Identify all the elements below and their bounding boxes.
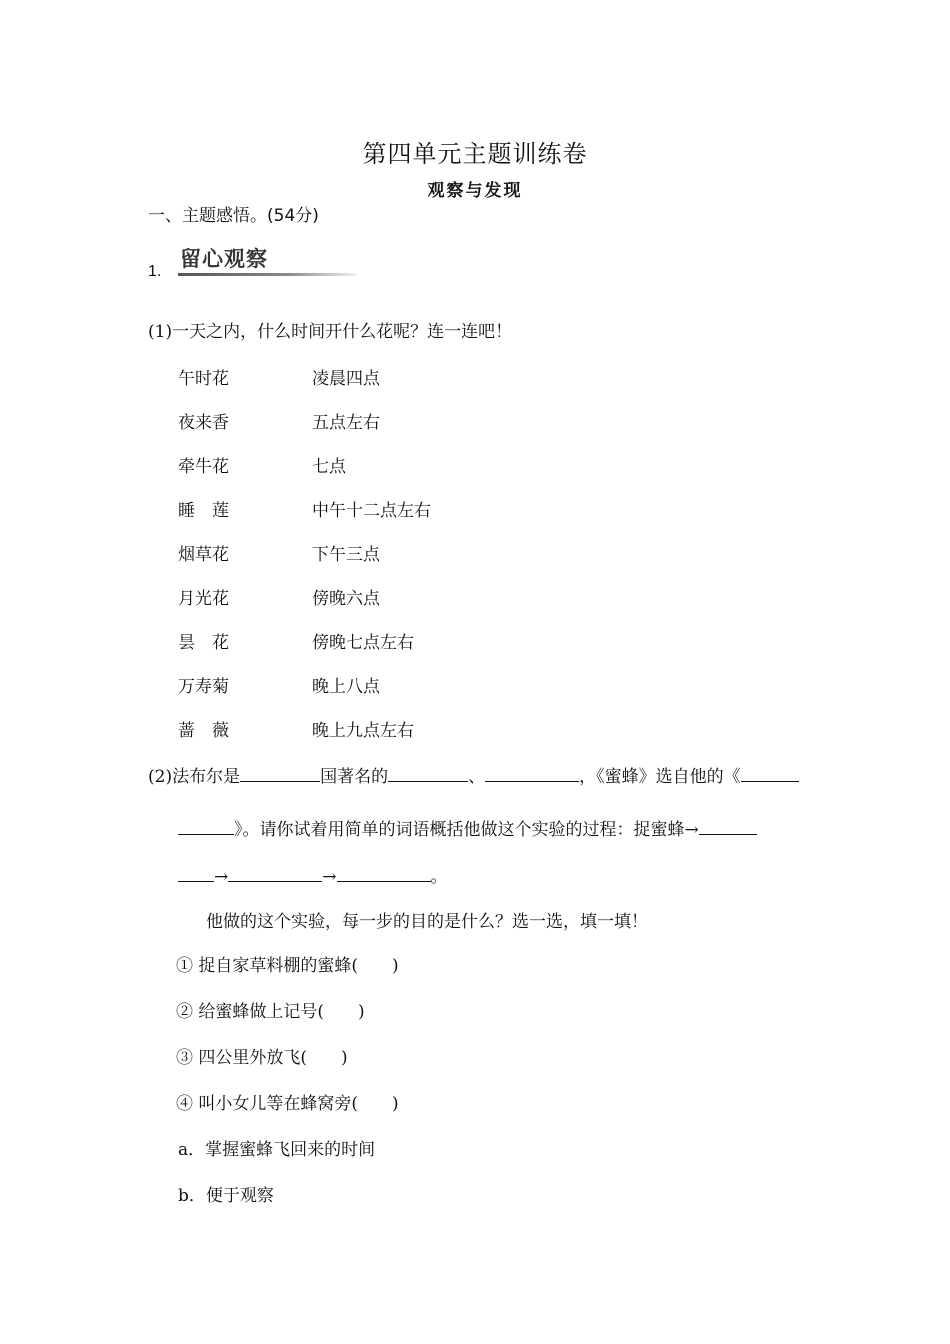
- flower-name[interactable]: 昙 花: [178, 633, 229, 653]
- part2-text: (2)法布尔是: [148, 767, 241, 787]
- part2-text: ，《蜜蜂》选自他的《: [579, 767, 741, 787]
- flower-name[interactable]: 牵牛花: [178, 457, 229, 477]
- bloom-time[interactable]: 下午三点: [312, 545, 380, 565]
- page-title: 第四单元主题训练卷: [362, 140, 588, 168]
- flower-name[interactable]: 万寿菊: [178, 677, 229, 697]
- flower-name[interactable]: 睡 莲: [178, 501, 229, 521]
- flower-name[interactable]: 烟草花: [178, 545, 229, 565]
- answer-blank[interactable]: [178, 865, 214, 882]
- step-item: ① 捉自家草料棚的蜜蜂( ): [176, 956, 399, 976]
- bloom-time[interactable]: 晚上八点: [312, 677, 380, 697]
- flower-name[interactable]: 蔷 薇: [178, 721, 229, 741]
- answer-blank[interactable]: [240, 765, 320, 782]
- arrow: →: [214, 867, 229, 887]
- part2-text: 。: [430, 867, 448, 887]
- step-item: ② 给蜜蜂做上记号( ): [176, 1002, 365, 1022]
- answer-blank[interactable]: [485, 765, 579, 782]
- option-item: b．便于观察: [178, 1186, 274, 1206]
- banner-underline: [178, 273, 356, 276]
- flower-name[interactable]: 月光花: [178, 589, 229, 609]
- part2-line-1: [148, 762, 799, 787]
- part2-text: 、: [468, 767, 486, 787]
- option-item: a．掌握蜜蜂飞回来的时间: [178, 1140, 376, 1160]
- step-item: ③ 四公里外放飞( ): [176, 1048, 348, 1068]
- bloom-time[interactable]: 傍晚七点左右: [312, 633, 414, 653]
- answer-blank[interactable]: [337, 865, 431, 882]
- part2-text: 》。请你试着用简单的词语概括他做这个实验的过程：捉蜜蜂→: [234, 820, 699, 840]
- part2-line-2: [178, 815, 757, 840]
- part1-prompt: (1)一天之内，什么时间开什么花呢？连一连吧！: [148, 322, 513, 342]
- bloom-time[interactable]: 凌晨四点: [312, 369, 380, 389]
- part2-question: 他做的这个实验，每一步的目的是什么？选一选，填一填！: [206, 912, 648, 932]
- bloom-time[interactable]: 五点左右: [312, 413, 380, 433]
- arrow: →: [322, 867, 337, 887]
- section-heading: 一、主题感悟。(54分): [148, 206, 319, 226]
- answer-blank[interactable]: [699, 818, 757, 835]
- answer-blank[interactable]: [388, 765, 468, 782]
- question-banner: [178, 243, 358, 277]
- step-item: ④ 叫小女儿等在蜂窝旁( ): [176, 1094, 399, 1114]
- answer-blank[interactable]: [178, 818, 234, 835]
- flower-name[interactable]: 夜来香: [178, 413, 229, 433]
- flower-name[interactable]: 午时花: [178, 369, 229, 389]
- page-subtitle: 观察与发现: [427, 181, 523, 201]
- banner-label: 留心观察: [180, 247, 268, 271]
- answer-blank[interactable]: [228, 865, 322, 882]
- bloom-time[interactable]: 中午十二点左右: [312, 501, 431, 521]
- bloom-time[interactable]: 晚上九点左右: [312, 721, 414, 741]
- bloom-time[interactable]: 七点: [312, 457, 346, 477]
- part2-text: 国著名的: [320, 767, 389, 787]
- part2-line-3: [178, 862, 448, 887]
- bloom-time[interactable]: 傍晚六点: [312, 589, 380, 609]
- question-number: 1.: [148, 263, 162, 280]
- answer-blank[interactable]: [741, 765, 799, 782]
